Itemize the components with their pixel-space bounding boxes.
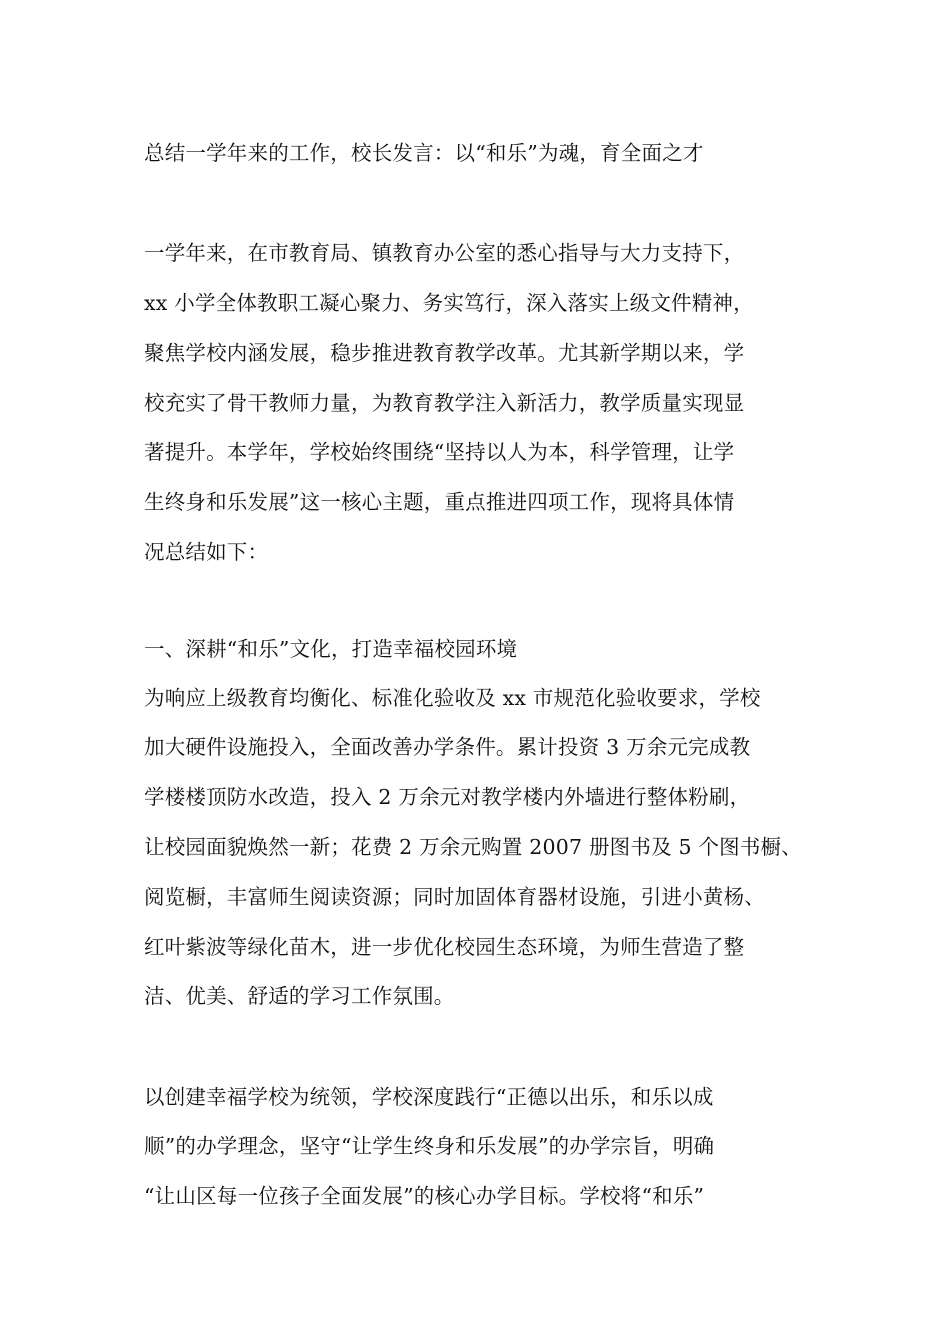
paragraph-line: 让校园面貌焕然一新；花费 2 万余元购置 2007 册图书及 5 个图书橱、 [144,835,802,859]
paragraph-line: 生终身和乐发展”这一核心主题，重点推进四项工作，现将具体情 [144,490,735,514]
paragraph-line: xx 小学全体教职工凝心聚力、务实笃行，深入落实上级文件精神， [144,291,754,315]
paragraph-line: 一学年来，在市教育局、镇教育办公室的悉心指导与大力支持下， [144,241,745,265]
paragraph-line: 加大硬件设施投入，全面改善办学条件。累计投资 3 万余元完成教 [144,735,751,759]
document-title: 总结一学年来的工作，校长发言：以“和乐”为魂，育全面之才 [144,141,704,165]
paragraph-line: 况总结如下： [144,540,269,564]
paragraph-line: 学楼楼顶防水改造，投入 2 万余元对教学楼内外墙进行整体粉刷， [144,785,751,809]
section-heading: 一、深耕“和乐”文化，打造幸福校园环境 [144,637,518,661]
paragraph-line: 顺”的办学理念，坚守“让学生终身和乐发展”的办学宗旨，明确 [144,1134,715,1158]
paragraph-line: 聚焦学校内涵发展，稳步推进教育教学改革。尤其新学期以来，学 [144,341,745,365]
paragraph-line: “让山区每一位孩子全面发展”的核心办学目标。学校将“和乐” [144,1184,705,1208]
paragraph-line: 洁、优美、舒适的学习工作氛围。 [144,984,455,1008]
paragraph-line: 著提升。本学年，学校始终围绕“坚持以人为本，科学管理，让学 [144,440,735,464]
paragraph-line: 校充实了骨干教师力量，为教育教学注入新活力，教学质量实现显 [144,391,745,415]
paragraph-line: 红叶紫波等绿化苗木，进一步优化校园生态环境，为师生营造了整 [144,935,745,959]
paragraph-line: 阅览橱，丰富师生阅读资源；同时加固体育器材设施，引进小黄杨、 [144,885,765,909]
paragraph-line: 以创建幸福学校为统领，学校深度践行“正德以出乐，和乐以成 [144,1085,714,1109]
paragraph-line: 为响应上级教育均衡化、标准化验收及 xx 市规范化验收要求，学校 [144,686,761,710]
